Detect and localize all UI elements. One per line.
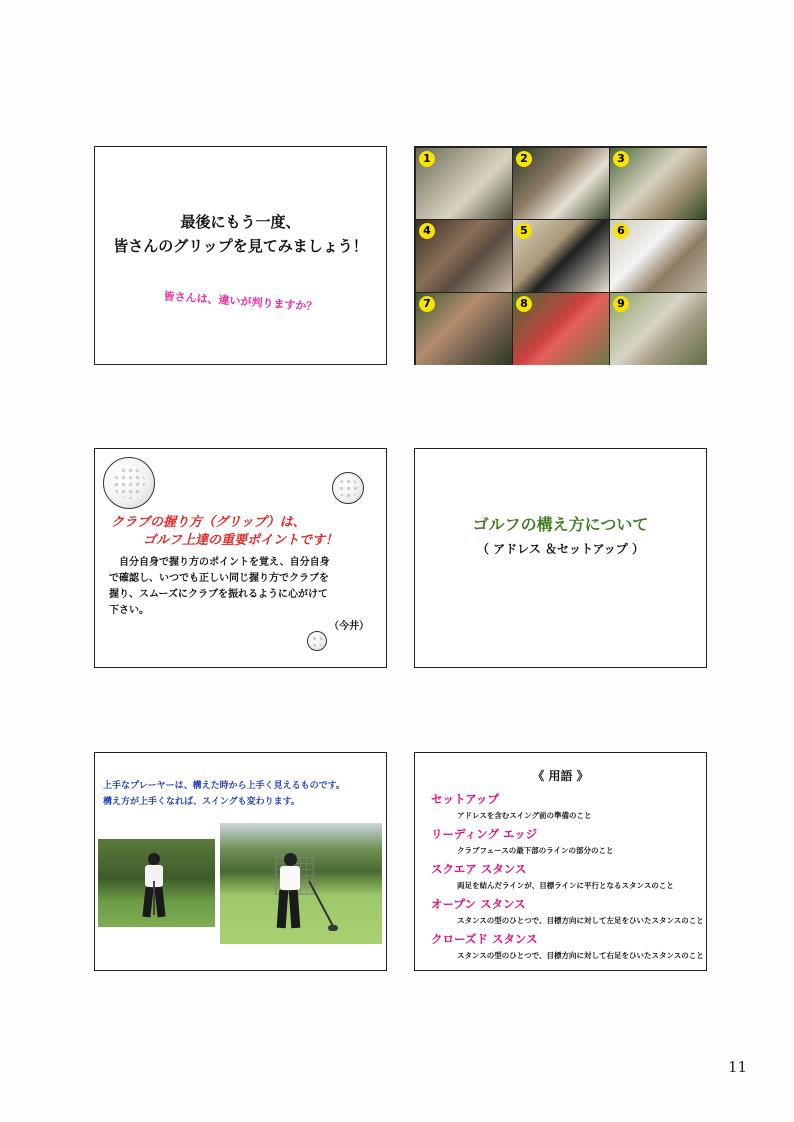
slide-subtitle: （ アドレス ＆セットアップ ）	[477, 542, 644, 556]
glossary-term: クローズド スタンス	[431, 932, 538, 946]
grip-photo	[513, 293, 609, 365]
glossary-heading: 《 用語 》	[532, 769, 589, 783]
photo-number-badge: 8	[516, 296, 532, 312]
glossary-definition: スタンスの型のひとつで、目標方向に対して左足をひいたスタンスのこと	[457, 916, 704, 925]
slide-grip-importance	[94, 448, 387, 668]
photo-number-badge: 6	[613, 223, 629, 239]
golfer-address-photo-side	[220, 823, 382, 944]
glossary-term: オープン スタンス	[431, 897, 526, 911]
slide-grip-photo-grid	[414, 146, 707, 365]
author-label: （今井）	[329, 621, 369, 632]
slide-grip-review	[94, 146, 387, 365]
slide-heading-line2: ゴルフ上達の重要ポイントです！	[143, 533, 339, 548]
body-text-line: 握り、スムーズにクラブを振れるように心がけて	[109, 589, 328, 600]
slide-subtitle: 皆さんは、違いが判りますか？	[163, 289, 318, 314]
glossary-definition: 両足を結んだラインが、目標ラインに平行となるスタンスのこと	[457, 881, 674, 890]
slide-title-line1: 最後にもう一度、	[180, 213, 301, 231]
photo-number-badge: 5	[516, 223, 532, 239]
slide-text-line: 構え方が上手くなれば、スイングも変わります。	[103, 797, 300, 807]
glossary-definition: クラブフェースの最下部のラインの部分のこと	[457, 846, 614, 855]
golfer-address-photo-front	[98, 839, 215, 927]
grip-photo	[513, 148, 609, 219]
page-number: 11	[728, 1058, 748, 1076]
grip-photo	[513, 220, 609, 292]
photo-number-badge: 9	[613, 296, 629, 312]
slide-glossary	[414, 752, 707, 971]
slide-heading-line1: クラブの握り方（グリップ）は、	[111, 515, 306, 530]
grip-photo	[416, 220, 512, 292]
glossary-term: スクエア スタンス	[431, 862, 527, 876]
grip-photo	[416, 148, 512, 219]
grip-photo	[610, 148, 707, 219]
photo-number-badge: 1	[419, 151, 435, 167]
golf-ball-icon	[103, 457, 155, 509]
glossary-definition: スタンスの型のひとつで、目標方向に対して右足をひいたスタンスのこと	[457, 951, 704, 960]
photo-number-badge: 2	[516, 151, 532, 167]
grip-photo	[416, 293, 512, 365]
slide-title: ゴルフの構え方について	[472, 515, 649, 534]
photo-number-badge: 7	[419, 296, 435, 312]
slide-title-line2: 皆さんのグリップを見てみましょう！	[113, 237, 368, 255]
glossary-term: リーディング エッジ	[431, 827, 538, 841]
body-text-line: で確認し、いつでも正しい同じ握り方でクラブを	[109, 573, 329, 584]
grip-photo	[610, 220, 707, 292]
body-text-line: 下さい。	[109, 605, 149, 616]
glossary-definition: アドレスを含むスイング前の準備のこと	[457, 811, 592, 820]
golf-ball-icon	[332, 472, 364, 504]
slide-text-line: 上手なプレーヤーは、構えた時から上手く見えるものです。	[103, 781, 345, 791]
grip-photo	[610, 293, 707, 365]
glossary-term: セットアップ	[431, 792, 499, 806]
golf-ball-icon	[307, 631, 327, 651]
photo-number-badge: 4	[419, 223, 435, 239]
slide-stance-photos	[94, 752, 387, 971]
photo-number-badge: 3	[613, 151, 629, 167]
body-text-line: 自分自身で握り方のポイントを覚え、自分自身	[119, 557, 330, 568]
slide-address-setup-title	[414, 448, 707, 668]
